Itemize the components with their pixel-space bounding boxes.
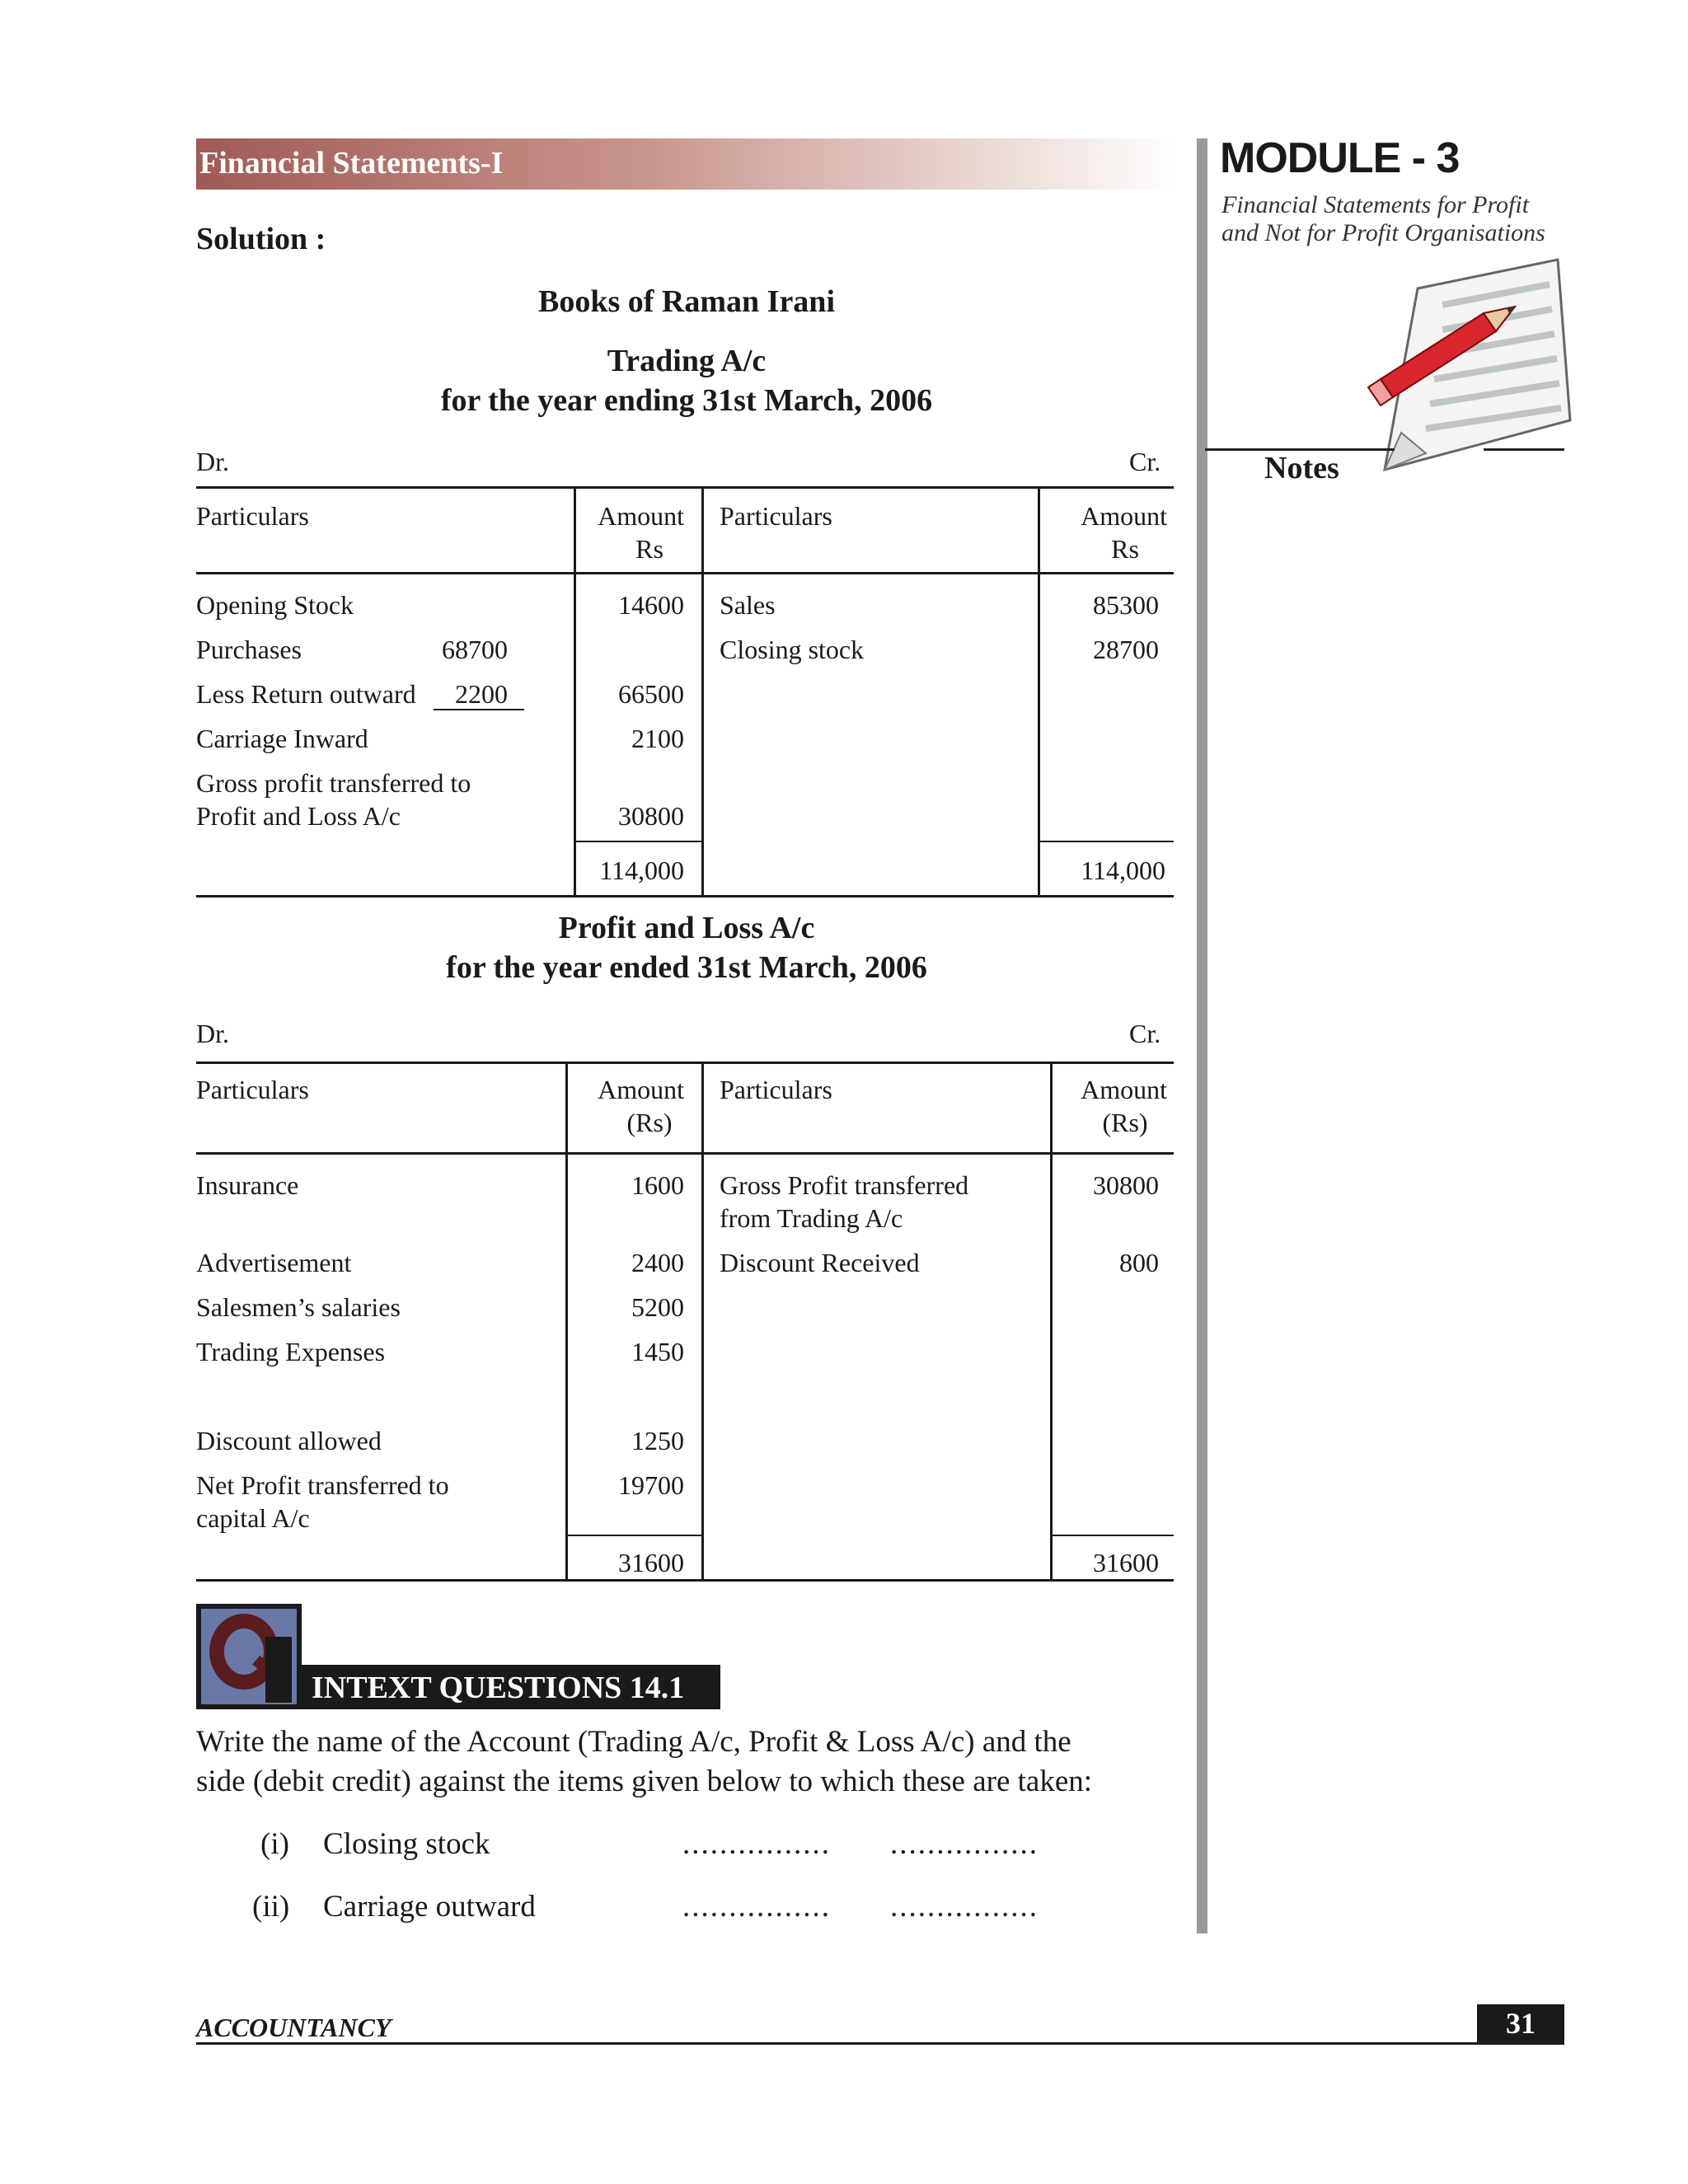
trading-dr-amount-head: Amount [598, 501, 684, 531]
pl-cr-row-label: Gross Profit transferred [720, 1170, 969, 1200]
trading-cr-total: 114,000 [1081, 855, 1165, 885]
trading-top-rule [196, 486, 1174, 489]
pl-dr-row-amount: 19700 [618, 1470, 684, 1500]
books-title: Books of Raman Irani [538, 284, 835, 319]
answer-blank-account[interactable]: ................ [682, 1827, 831, 1861]
intext-heading: INTEXT QUESTIONS 14.1 [312, 1671, 685, 1705]
trading-dr-label: Dr. [196, 447, 229, 476]
pl-dr-row-label-cont: capital A/c [196, 1503, 310, 1533]
pl-dr-row-amount: 2400 [631, 1248, 684, 1277]
trading-head-rule [196, 572, 1174, 574]
trading-divider-3 [1038, 486, 1040, 897]
pl-cr-total: 31600 [1093, 1548, 1159, 1577]
solution-label: Solution : [196, 222, 326, 256]
trading-dr-row-label: Purchases [196, 635, 302, 664]
trading-dr-unit-head: Rs [635, 534, 663, 564]
trading-dr-row-label-cont: Profit and Loss A/c [196, 801, 401, 831]
sidebar-rule [1197, 138, 1207, 1933]
intext-prompt-line2: side (debit credit) against the items given below to which these are taken: [196, 1765, 1093, 1798]
pl-dr-row-label: Insurance [196, 1170, 299, 1200]
pl-bottom-rule [196, 1579, 1174, 1582]
trading-cr-row-label: Closing stock [720, 635, 865, 664]
pl-cr-amount-head: Amount [1081, 1075, 1167, 1104]
trading-cr-total-rule [1040, 841, 1174, 842]
trading-cr-particulars-head: Particulars [720, 501, 832, 531]
trading-period: for the year ending 31st March, 2006 [440, 383, 933, 418]
question-number: (i) [260, 1827, 289, 1861]
trading-cr-row-amount: 85300 [1093, 590, 1159, 620]
pl-dr-total: 31600 [618, 1548, 684, 1577]
trading-dr-row-amount: 30800 [618, 801, 684, 831]
pl-dr-row-amount: 1250 [631, 1426, 684, 1455]
question-text: Carriage outward [323, 1890, 536, 1924]
pl-cr-row-amount: 800 [1119, 1248, 1159, 1277]
trading-dr-row-label: Opening Stock [196, 590, 354, 620]
notes-pencil-icon [1352, 255, 1574, 478]
pl-dr-amount-head: Amount [598, 1075, 684, 1104]
pl-dr-row-label: Advertisement [196, 1248, 352, 1277]
pl-title: Profit and Loss A/c [558, 911, 815, 945]
trading-cr-row-amount: 28700 [1093, 635, 1159, 664]
pl-dr-unit-head: (Rs) [626, 1108, 673, 1137]
module-subtitle-line2: and Not for Profit Organisations [1221, 219, 1545, 246]
chapter-header-band [196, 138, 1177, 190]
trading-dr-particulars-head: Particulars [196, 501, 309, 531]
module-subtitle-line1: Financial Statements for Profit [1221, 191, 1530, 218]
question-text: Closing stock [323, 1827, 490, 1861]
trading-dr-row-label: Less Return outward [196, 679, 416, 709]
answer-blank-account[interactable]: ................ [682, 1890, 831, 1924]
trading-dr-total: 114,000 [599, 855, 684, 885]
intext-q-badge-letter [196, 1604, 197, 1605]
trading-dr-row-inner: 68700 [442, 635, 508, 664]
pl-divider-2 [701, 1062, 704, 1581]
pl-dr-row-amount: 5200 [631, 1292, 684, 1322]
trading-cr-row-label: Sales [720, 590, 776, 620]
intext-q-badge [196, 1604, 302, 1709]
pl-dr-row-label: Net Profit transferred to [196, 1470, 449, 1500]
pl-dr-row-amount: 1450 [631, 1337, 684, 1366]
pl-dr-row-amount: 1600 [631, 1170, 684, 1200]
footer-subject: ACCOUNTANCY [196, 2013, 392, 2042]
pl-divider-3 [1050, 1062, 1053, 1581]
intext-prompt-line1: Write the name of the Account (Trading A/c, Profit & Loss A/c) and the [196, 1725, 1071, 1759]
pl-dr-row-label: Trading Expenses [196, 1337, 386, 1366]
answer-blank-side[interactable]: ................ [890, 1827, 1039, 1861]
pl-cr-total-rule [1052, 1535, 1174, 1536]
pl-cr-label: Cr. [1129, 1019, 1161, 1048]
trading-dr-row-inner: 2200 [455, 679, 508, 709]
pl-top-rule [196, 1062, 1174, 1064]
pl-cr-row-amount: 30800 [1093, 1170, 1159, 1200]
question-number: (ii) [252, 1890, 290, 1924]
trading-dr-total-rule [574, 841, 703, 842]
notes-label: Notes [1264, 451, 1339, 485]
pl-dr-particulars-head: Particulars [196, 1075, 309, 1104]
trading-dr-row-label: Carriage Inward [196, 724, 368, 753]
pl-dr-total-rule [567, 1535, 702, 1536]
trading-cr-label: Cr. [1129, 447, 1161, 476]
pl-dr-row-label: Discount allowed [196, 1426, 382, 1455]
trading-divider-2 [701, 486, 704, 897]
pl-period: for the year ended 31st March, 2006 [446, 950, 927, 985]
trading-dr-row-label: Gross profit transferred to [196, 768, 471, 798]
pl-head-rule [196, 1152, 1174, 1155]
pl-cr-row-label: Discount Received [720, 1248, 920, 1277]
trading-cr-unit-head: Rs [1111, 534, 1139, 564]
pl-divider-1 [565, 1062, 568, 1581]
trading-cr-amount-head: Amount [1081, 501, 1167, 531]
intext-heading-box [302, 1665, 720, 1709]
page-number: 31 [1506, 2007, 1536, 2040]
trading-title: Trading A/c [607, 344, 767, 378]
answer-blank-side[interactable]: ................ [890, 1890, 1039, 1924]
chapter-title: Financial Statements-I [199, 146, 504, 180]
pl-cr-row-label-cont: from Trading A/c [720, 1203, 903, 1233]
page-number-box [1477, 2004, 1564, 2042]
footer-rule [196, 2042, 1564, 2045]
trading-dr-row-amount: 66500 [618, 679, 684, 709]
module-title: MODULE - 3 [1220, 134, 1460, 182]
pl-cr-unit-head: (Rs) [1102, 1108, 1148, 1137]
trading-divider-1 [574, 486, 576, 897]
pl-cr-particulars-head: Particulars [720, 1075, 832, 1104]
trading-dr-row-amount: 2100 [631, 724, 684, 753]
notes-rule-right [1484, 448, 1564, 451]
pl-dr-label: Dr. [196, 1019, 229, 1048]
trading-bottom-rule [196, 895, 1174, 898]
trading-dr-row-amount: 14600 [618, 590, 684, 620]
pl-dr-row-label: Salesmen’s salaries [196, 1292, 401, 1322]
